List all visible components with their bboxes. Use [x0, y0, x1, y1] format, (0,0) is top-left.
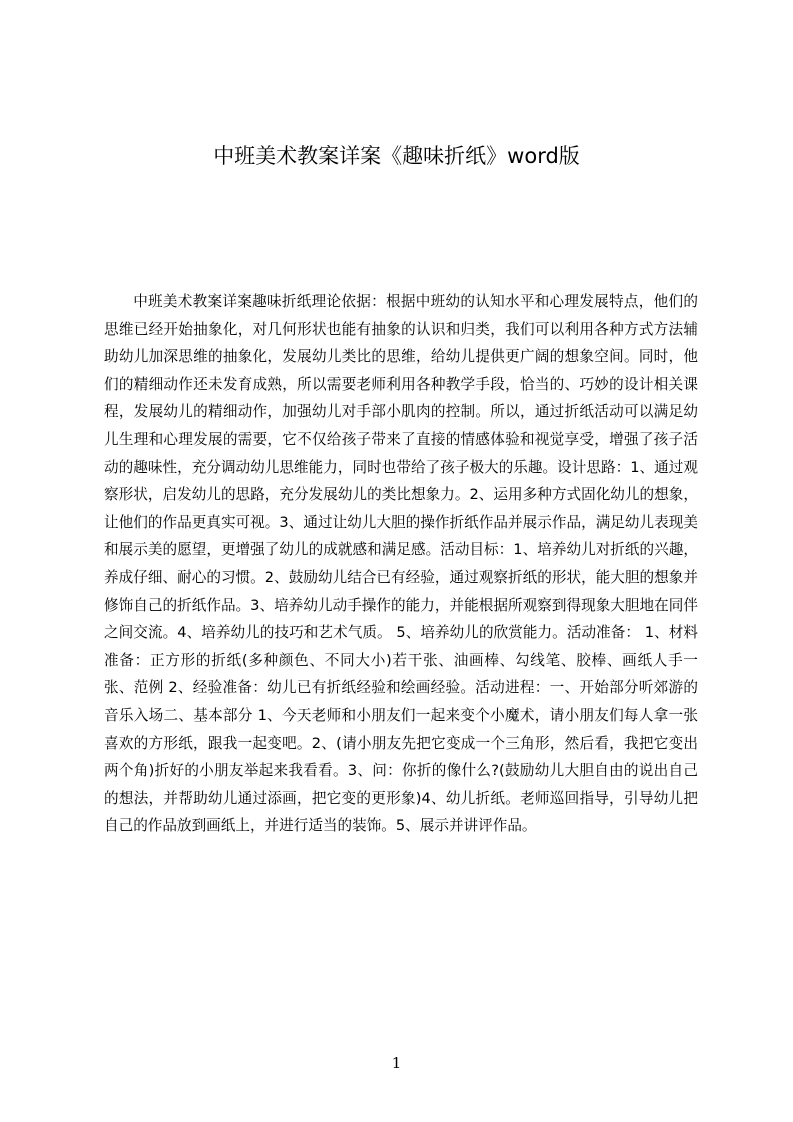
- document-body: [104, 288, 698, 888]
- document-title: 中班美术教案详案《趣味折纸》word版: [213, 144, 580, 168]
- body-paragraph: 中班美术教案详案趣味折纸理论依据：根据中班幼的认知水平和心理发展特点，他们的思维已经开始抽象化，对几何形状也能有抽象的认识和归类，我们可以利用各种方式方法辅助幼儿加深思维的抽象化，发展幼儿类比的思维，给幼儿提供更广阔的想象空间。同时，他们的精细动作还未发育成熟，所以需要老师利用各种教学手段，恰当的、巧妙的设计相关课程，发展幼儿的精细动作，加强幼儿对手部小肌肉的控制。所以，通过折纸活动可以满足幼儿生理和心理发展的需要，它不仅给孩子带来了直接的情感体验和视觉享受，增强了孩子活动的趣味性，充分调动幼儿思维能力，同时也带给了孩子极大的乐趣。设计思路：1、通过观察形状，启发幼儿的思路，充分发展幼儿的类比想象力。2、运用多种方式固化幼儿的想象，让他们的作品更真实可视。3、通过让幼儿大胆的操作折纸作品并展示作品，满足幼儿表现美和展示美的愿望，更增强了幼儿的成就感和满足感。活动目标：1、培养幼儿对折纸的兴趣，养成仔细、耐心的习惯。2、鼓励幼儿结合已有经验，通过观察折纸的形状，能大胆的想象并修饰自己的折纸作品。3、培养幼儿动手操作的能力，并能根据所观察到得现象大胆地在同伴之间交流。4、培养幼儿的技巧和艺术气质。 5、培养幼儿的欣赏能力。活动准备： 1、材料准备：正方形的折纸(多种颜色、不同大小)若干张、油画棒、勾线笔、胶棒、画纸人手一张、范例 2、经验准备：幼儿已有折纸经验和绘画经验。活动进程：一、开始部分听郊游的音乐入场二、基本部分 1、今天老师和小朋友们一起来变个小魔术，请小朋友们每人拿一张喜欢的方形纸，跟我一起变吧。2、(请小朋友先把它变成一个三角形，然后看，我把它变出两个角)折好的小朋友举起来我看看。3、问：你折的像什么?(鼓励幼儿大胆自由的说出自己的想法，并帮助幼儿通过添画，把它变的更形象)4、幼儿折纸。老师巡回指导，引导幼儿把自己的作品放到画纸上，并进行适当的装饰。5、展示并讲评作品。: [104, 293, 698, 835]
- page-number: 1: [391, 1054, 402, 1072]
